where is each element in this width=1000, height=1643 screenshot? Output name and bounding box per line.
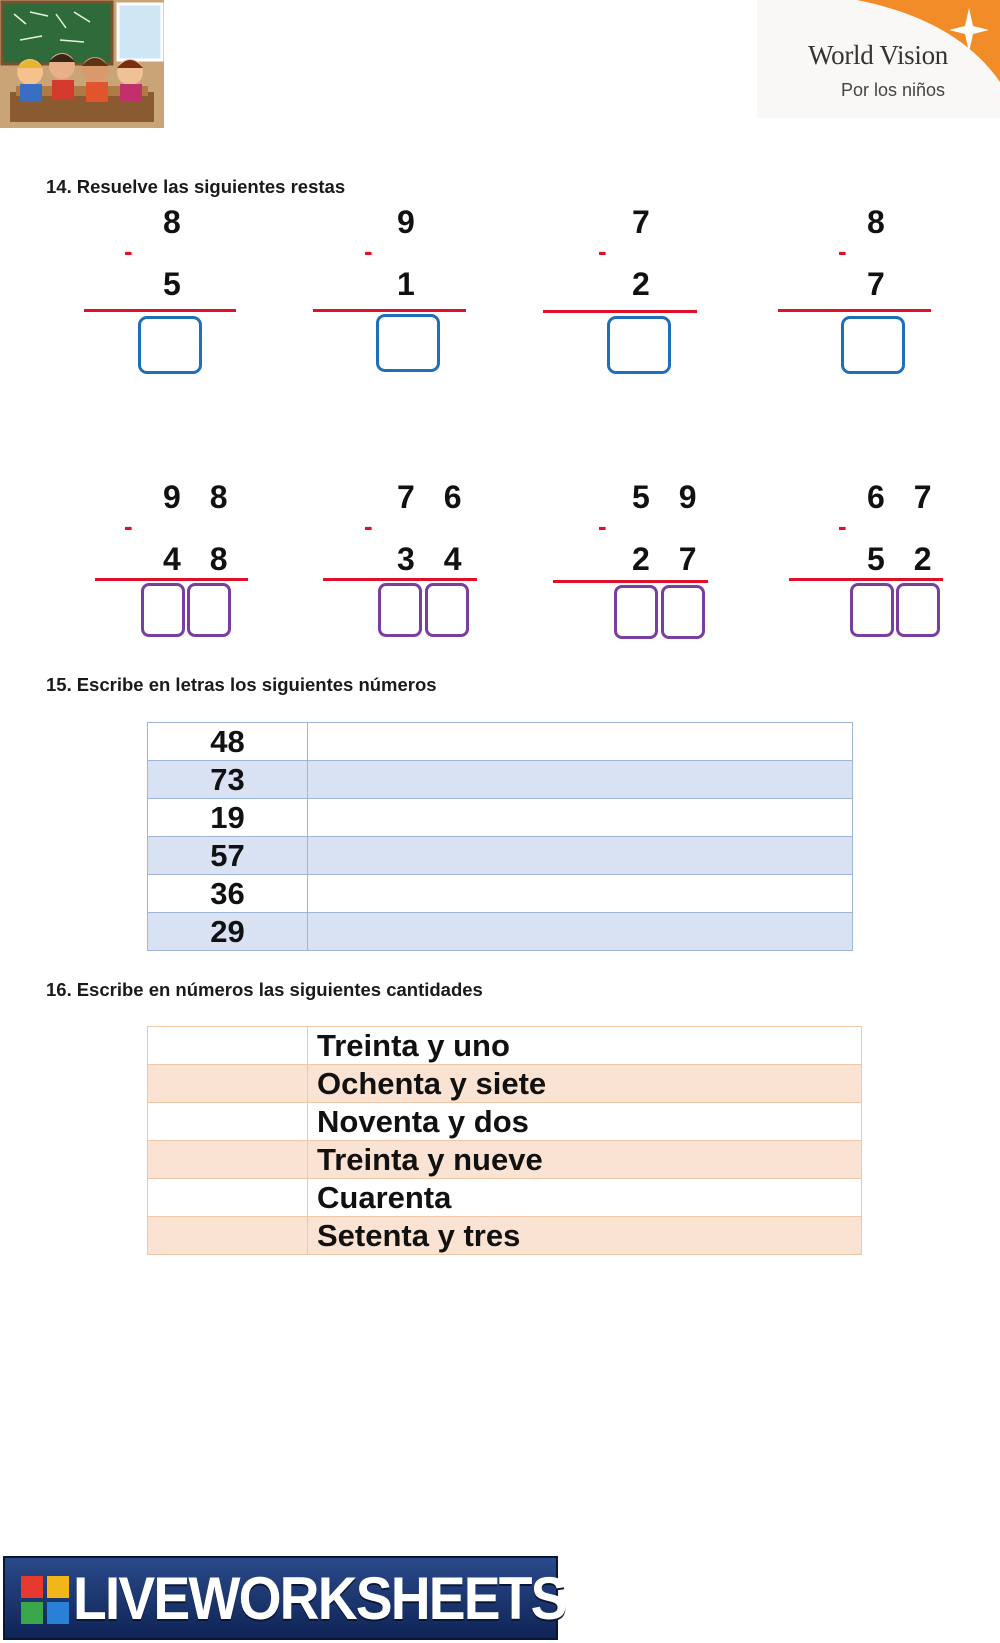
answer-box[interactable] xyxy=(138,316,202,374)
answer-cell[interactable] xyxy=(308,875,853,913)
words-cell: Setenta y tres xyxy=(308,1217,862,1255)
section-14-number: 14. xyxy=(46,176,72,197)
words-cell: Treinta y uno xyxy=(308,1027,862,1065)
liveworksheets-brand: LIVEWORKSHEETS xyxy=(73,1565,566,1632)
number-cell: 57 xyxy=(148,837,308,875)
minuend: 5 9 xyxy=(632,479,707,515)
minus-sign: - xyxy=(598,236,607,266)
subtrahend: 5 2 xyxy=(867,541,942,577)
subtrahend: 2 7 xyxy=(632,541,707,577)
minus-sign: - xyxy=(838,511,847,541)
result-line xyxy=(84,309,236,312)
table-row xyxy=(148,723,853,761)
answer-box-tens[interactable] xyxy=(378,583,422,637)
section-14-title: Resuelve las siguientes restas xyxy=(76,176,346,197)
number-cell: 19 xyxy=(148,799,308,837)
number-cell: 73 xyxy=(148,761,308,799)
answer-box[interactable] xyxy=(607,316,671,374)
number-cell: 36 xyxy=(148,875,308,913)
answer-box-units[interactable] xyxy=(896,583,940,637)
liveworksheets-icon xyxy=(21,1576,69,1624)
answer-cell[interactable] xyxy=(308,761,853,799)
answer-box-units[interactable] xyxy=(425,583,469,637)
subtrahend: 1 xyxy=(397,266,425,302)
answer-cell[interactable] xyxy=(308,723,853,761)
answer-cell[interactable] xyxy=(148,1103,308,1141)
words-to-numbers-table xyxy=(147,1026,862,1255)
minuend: 8 xyxy=(867,204,895,240)
minuend: 9 8 xyxy=(163,479,238,515)
minuend: 7 xyxy=(632,204,660,240)
answer-cell[interactable] xyxy=(308,837,853,875)
subtrahend: 2 xyxy=(632,266,660,302)
answer-box[interactable] xyxy=(376,314,440,372)
minus-sign: - xyxy=(598,511,607,541)
words-cell: Treinta y nueve xyxy=(308,1141,862,1179)
table-row xyxy=(148,1141,862,1179)
table-row xyxy=(148,1027,862,1065)
table-row xyxy=(148,875,853,913)
table-row xyxy=(148,1179,862,1217)
answer-cell[interactable] xyxy=(308,913,853,951)
answer-box-tens[interactable] xyxy=(614,585,658,639)
answer-cell[interactable] xyxy=(148,1141,308,1179)
answer-box-units[interactable] xyxy=(661,585,705,639)
minus-sign: - xyxy=(124,511,133,541)
result-line xyxy=(95,578,248,581)
subtrahend: 3 4 xyxy=(397,541,472,577)
table-row xyxy=(148,837,853,875)
words-cell: Noventa y dos xyxy=(308,1103,862,1141)
number-cell: 29 xyxy=(148,913,308,951)
section-15-title: Escribe en letras los siguientes números xyxy=(76,674,437,695)
minuend: 6 7 xyxy=(867,479,942,515)
table-row xyxy=(148,913,853,951)
table-row xyxy=(148,799,853,837)
table-row xyxy=(148,1217,862,1255)
answer-box-tens[interactable] xyxy=(850,583,894,637)
logo-tagline: Por los niños xyxy=(840,80,945,100)
logo-name: World Vision xyxy=(808,40,948,70)
minus-sign: - xyxy=(838,236,847,266)
answer-box-units[interactable] xyxy=(187,583,231,637)
minus-sign: - xyxy=(364,236,373,266)
answer-box[interactable] xyxy=(841,316,905,374)
result-line xyxy=(313,309,466,312)
minus-sign: - xyxy=(364,511,373,541)
section-16-heading xyxy=(46,979,483,1001)
minuend: 8 xyxy=(163,204,191,240)
subtrahend: 5 xyxy=(163,266,191,302)
answer-cell[interactable] xyxy=(308,799,853,837)
classroom-illustration xyxy=(0,0,164,128)
world-vision-logo xyxy=(757,0,1000,118)
result-line xyxy=(323,578,477,581)
section-16-number: 16. xyxy=(46,979,72,1000)
liveworksheets-banner xyxy=(3,1556,566,1640)
answer-cell[interactable] xyxy=(148,1217,308,1255)
result-line xyxy=(553,580,708,583)
result-line xyxy=(778,309,931,312)
number-cell: 48 xyxy=(148,723,308,761)
result-line xyxy=(543,310,697,313)
minuend: 7 6 xyxy=(397,479,472,515)
result-line xyxy=(789,578,943,581)
subtrahend: 7 xyxy=(867,266,895,302)
answer-box-tens[interactable] xyxy=(141,583,185,637)
answer-cell[interactable] xyxy=(148,1065,308,1103)
numbers-to-words-table xyxy=(147,722,853,951)
table-row xyxy=(148,1065,862,1103)
words-cell: Ochenta y siete xyxy=(308,1065,862,1103)
words-cell: Cuarenta xyxy=(308,1179,862,1217)
table-row xyxy=(148,1103,862,1141)
minuend: 9 xyxy=(397,204,425,240)
table-row xyxy=(148,761,853,799)
section-15-heading xyxy=(46,674,437,696)
section-14-heading xyxy=(46,176,345,198)
minus-sign: - xyxy=(124,236,133,266)
section-16-title: Escribe en números las siguientes cantidades xyxy=(76,979,483,1000)
answer-cell[interactable] xyxy=(148,1179,308,1217)
subtrahend: 4 8 xyxy=(163,541,238,577)
answer-cell[interactable] xyxy=(148,1027,308,1065)
section-15-number: 15. xyxy=(46,674,72,695)
